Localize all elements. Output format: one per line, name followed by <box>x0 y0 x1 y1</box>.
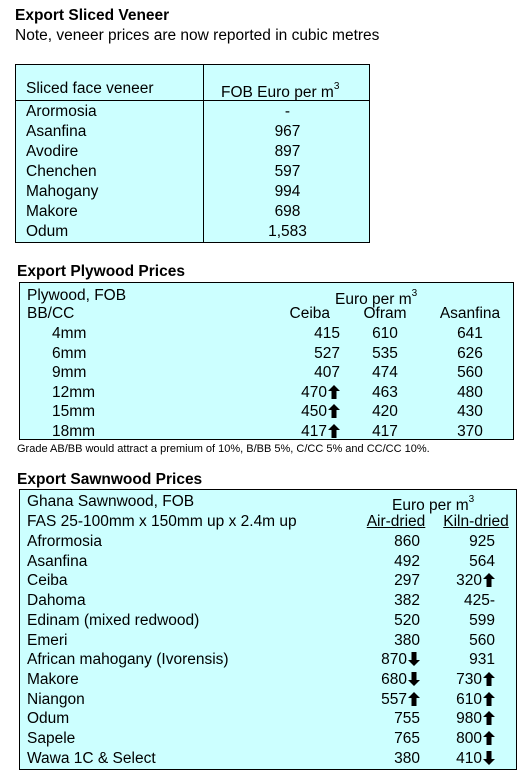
plywood-ofram-price: 420 <box>372 403 398 421</box>
arrow-up-icon <box>328 385 340 399</box>
plywood-asanfina-price: 480 <box>457 383 483 401</box>
veneer-note: Note, veneer prices are now reported in cubic metres <box>15 27 380 44</box>
veneer-col-species: Sliced face veneer <box>26 80 154 97</box>
veneer-price: 967 <box>274 123 301 140</box>
sawn-table <box>19 489 517 770</box>
arrow-down-icon <box>483 751 495 765</box>
plywood-ofram-price: 610 <box>372 325 398 342</box>
sawn-species: African mahogany (Ivorensis) <box>27 651 229 669</box>
veneer-price: 597 <box>274 163 301 180</box>
veneer-price: 1,583 <box>268 223 307 240</box>
sawn-head-fob: Ghana Sawnwood, FOB <box>27 493 195 510</box>
sawn-species: Odum <box>27 710 70 728</box>
plywood-ofram-price: 535 <box>372 344 398 362</box>
arrow-up-icon <box>483 573 495 587</box>
veneer-species: Asanfina <box>26 123 87 140</box>
sawn-species: Afrormosia <box>27 533 102 550</box>
sawn-species: Emeri <box>27 631 68 649</box>
plywood-ofram-price: 417 <box>372 423 398 440</box>
veneer-title: Export Sliced Veneer <box>15 7 170 24</box>
plywood-footnote: Grade AB/BB would attract a premium of 10%, B/BB 5%, C/CC 5% and CC/CC 10%. <box>17 443 430 455</box>
plywood-asanfina-price: 560 <box>457 364 483 382</box>
plywood-unit: Euro per $m^3$ <box>335 288 418 309</box>
plywood-size: 18mm <box>52 423 96 440</box>
sawn-kilndried-price: 730 <box>395 670 495 689</box>
plywood-size: 4mm <box>52 325 87 342</box>
sawn-kilndried-price: 610 <box>395 690 495 709</box>
sawn-airdried-price: 380 <box>394 631 420 649</box>
sawn-kilndried-price: 599 <box>469 611 495 629</box>
sawn-col-airdried: Air-dried <box>366 513 426 530</box>
plywood-ofram-price: 463 <box>372 383 398 401</box>
sawn-species: Wawa 1C & Select <box>27 749 156 767</box>
sawn-airdried-price: 297 <box>394 572 420 590</box>
sawn-kilndried-price: 925 <box>469 533 495 550</box>
plywood-asanfina-price: 641 <box>457 325 483 342</box>
sawn-kilndried-price: 980 <box>395 709 495 728</box>
sawn-airdried-price: 520 <box>394 611 420 629</box>
veneer-species: Avodire <box>26 143 79 160</box>
plywood-asanfina-price: 626 <box>457 344 483 362</box>
arrow-up-icon <box>483 731 495 745</box>
plywood-size: 9mm <box>52 364 87 382</box>
sawn-kilndried-price: 800 <box>395 729 495 748</box>
sawn-airdried-price: 382 <box>394 592 420 610</box>
sawn-kilndried-price: 425- <box>463 592 495 610</box>
veneer-table <box>15 64 370 243</box>
sawn-kilndried-price: 320 <box>395 571 495 590</box>
sawn-species: Niangon <box>27 690 85 708</box>
veneer-price: 897 <box>274 143 301 160</box>
sawn-airdried-price: 755 <box>394 710 420 728</box>
plywood-col-ofram: Ofram <box>363 305 407 322</box>
sawn-species: Makore <box>27 670 79 688</box>
sawn-species: Dahoma <box>27 592 86 610</box>
plywood-head-grade: BB/CC <box>27 305 75 322</box>
plywood-size: 6mm <box>52 344 87 362</box>
sawn-kilndried-price: 560 <box>469 631 495 649</box>
plywood-asanfina-price: 370 <box>457 423 483 440</box>
sawn-airdried-price: 870 <box>320 650 420 669</box>
arrow-up-icon <box>483 692 495 706</box>
veneer-col-price: FOB Euro per $m^3$ <box>221 81 340 102</box>
sawn-kilndried-price: 564 <box>469 552 495 570</box>
sawn-airdried-price: 492 <box>394 552 420 570</box>
veneer-species: Arormosia <box>26 103 97 120</box>
sawn-species: Sapele <box>27 730 76 747</box>
sawn-airdried-price: 380 <box>394 749 420 767</box>
plywood-col-asanfina: Asanfina <box>439 305 501 322</box>
veneer-species: Chenchen <box>26 163 97 180</box>
sawn-species: Asanfina <box>27 552 88 570</box>
sawn-airdried-price: 680 <box>320 670 420 689</box>
plywood-table <box>19 282 514 440</box>
plywood-ofram-price: 474 <box>372 364 398 382</box>
sawn-head-spec: FAS 25-100mm x 150mm up x 2.4m up <box>27 513 297 530</box>
sawn-airdried-price: 557 <box>320 690 420 709</box>
arrow-up-icon <box>483 672 495 686</box>
plywood-col-ceiba: Ceiba <box>289 305 330 322</box>
plywood-size: 12mm <box>52 383 96 401</box>
sawn-airdried-price: 860 <box>394 533 420 550</box>
arrow-up-icon <box>328 404 340 418</box>
sawn-col-kilndried: Kiln-dried <box>443 513 509 530</box>
sawn-title: Export Sawnwood Prices <box>17 471 203 488</box>
plywood-size: 15mm <box>52 403 96 421</box>
sawn-species: Ceiba <box>27 572 68 590</box>
veneer-species: Mahogany <box>26 183 99 200</box>
arrow-up-icon <box>483 711 495 725</box>
veneer-species: Odum <box>26 223 69 240</box>
plywood-ceiba-price: 407 <box>314 364 340 382</box>
sawn-unit: Euro per $m^3$ <box>392 494 475 515</box>
plywood-ceiba-price: 417 <box>260 422 340 441</box>
sawn-species: Edinam (mixed redwood) <box>27 611 200 629</box>
sawn-airdried-price: 765 <box>394 730 420 747</box>
plywood-ceiba-price: 527 <box>314 344 340 362</box>
plywood-ceiba-price: 415 <box>314 325 340 342</box>
plywood-head-fob: Plywood, FOB <box>27 287 127 304</box>
plywood-asanfina-price: 430 <box>457 403 483 421</box>
veneer-price: 698 <box>274 203 301 220</box>
veneer-species: Makore <box>26 203 78 220</box>
veneer-price: - <box>284 103 291 120</box>
sawn-kilndried-price: 410 <box>395 749 495 768</box>
veneer-price: 994 <box>274 183 301 200</box>
sawn-kilndried-price: 931 <box>469 651 495 669</box>
plywood-ceiba-price: 450 <box>260 402 340 421</box>
arrow-up-icon <box>328 424 340 438</box>
plywood-title: Export Plywood Prices <box>17 263 185 280</box>
plywood-ceiba-price: 470 <box>260 383 340 402</box>
